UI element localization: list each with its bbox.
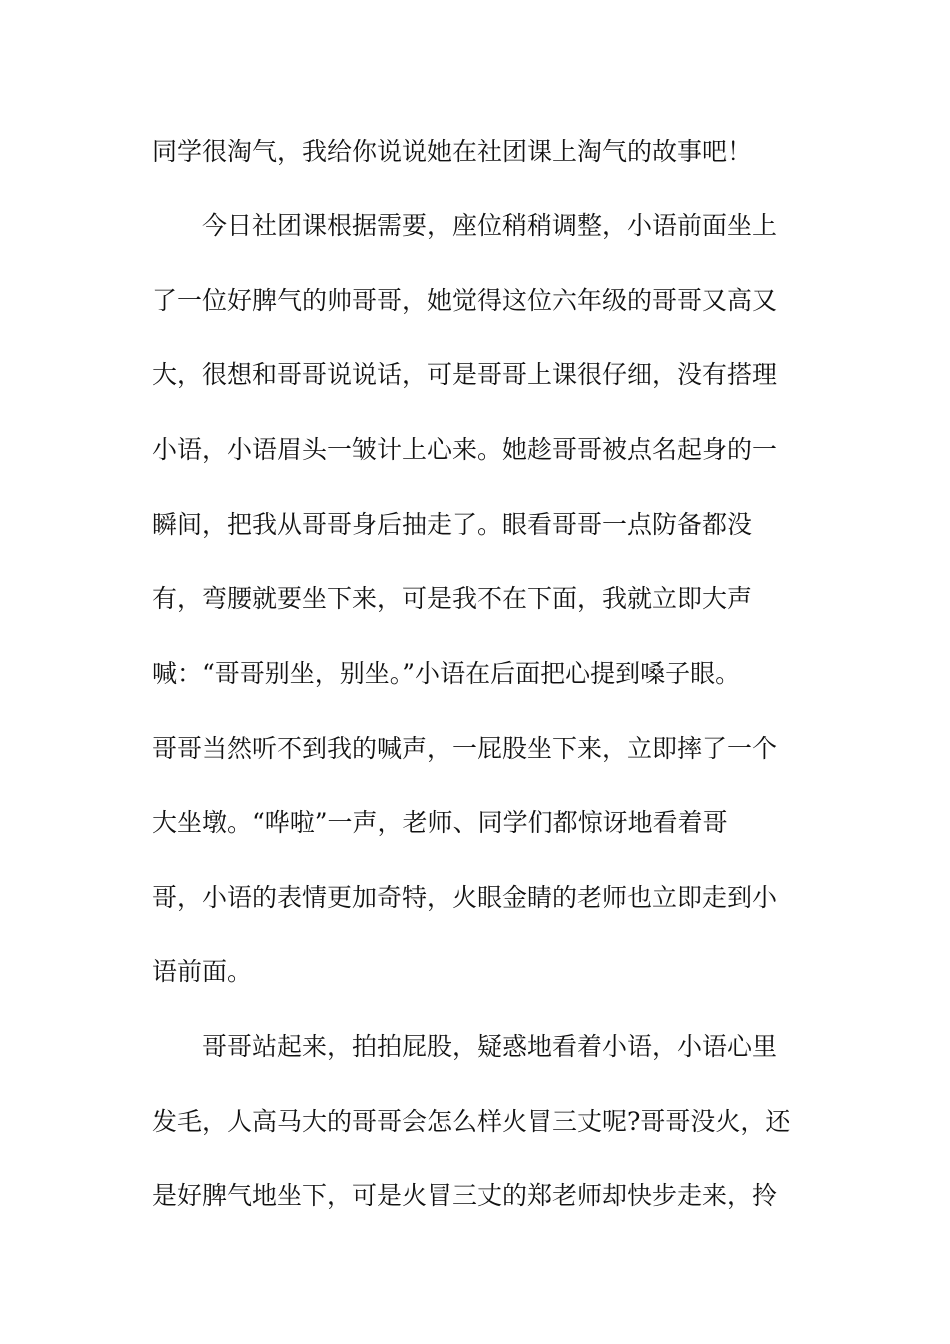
text-line: 了一位好脾气的帅哥哥，她觉得这位六年级的哥哥又高又 bbox=[152, 286, 778, 315]
paragraph-first-line: 今日社团课根据需要，座位稍稍调整，小语前面坐上 bbox=[202, 211, 778, 240]
text-line: 是好脾气地坐下，可是火冒三丈的郑老师却快步走来，拎 bbox=[152, 1181, 778, 1210]
text-line: 小语，小语眉头一皱计上心来。她趁哥哥被点名起身的一 bbox=[152, 435, 778, 464]
text-line: 语前面。 bbox=[152, 957, 253, 986]
text-line: 瞬间，把我从哥哥身后抽走了。眼看哥哥一点防备都没 bbox=[152, 510, 753, 539]
text-line: 大，很想和哥哥说说话，可是哥哥上课很仔细，没有搭理 bbox=[152, 360, 778, 389]
text-line: 喊：“哥哥别坐，别坐。”小语在后面把心提到嗓子眼。 bbox=[152, 659, 741, 688]
text-line: 同学很淘气，我给你说说她在社团课上淘气的故事吧！ bbox=[152, 137, 753, 166]
text-line: 哥哥当然听不到我的喊声，一屁股坐下来，立即摔了一个 bbox=[152, 734, 778, 763]
text-line: 发毛，人高马大的哥哥会怎么样火冒三丈呢?哥哥没火，还 bbox=[152, 1107, 791, 1136]
text-line: 大坐墩。“哗啦”一声，老师、同学们都惊讶地看着哥 bbox=[152, 808, 728, 837]
text-line: 有，弯腰就要坐下来，可是我不在下面，我就立即大声 bbox=[152, 584, 753, 613]
text-line: 哥，小语的表情更加奇特，火眼金睛的老师也立即走到小 bbox=[152, 883, 778, 912]
paragraph-first-line: 哥哥站起来，拍拍屁股，疑惑地看着小语，小语心里 bbox=[202, 1032, 778, 1061]
